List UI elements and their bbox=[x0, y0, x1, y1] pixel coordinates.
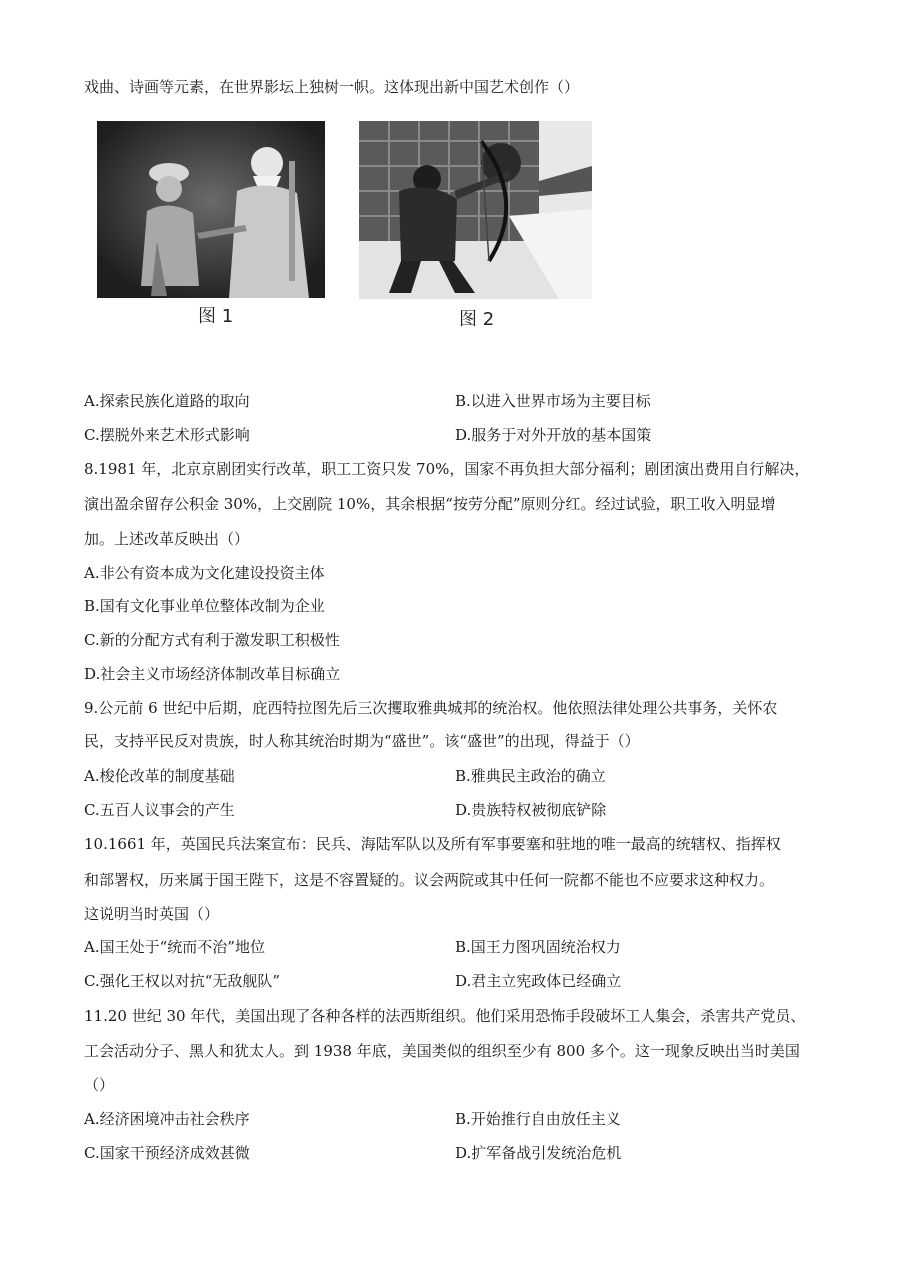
q9-option-c: C.五百人议事会的产生 bbox=[84, 801, 235, 819]
q11-stem-line-1: 11.20 世纪 30 年代，美国出现了各种各样的法西斯组织。他们采用恐怖手段破坏工人集会，杀害共产党员、 bbox=[84, 1007, 806, 1025]
q7-option-b: B.以进入世界市场为主要目标 bbox=[455, 392, 651, 410]
q11-option-a: A.经济困境冲击社会秩序 bbox=[84, 1110, 250, 1128]
q9-option-b: B.雅典民主政治的确立 bbox=[455, 767, 606, 785]
figure-2-caption: 图 2 bbox=[459, 309, 495, 330]
q7-option-d: D.服务于对外开放的基本国策 bbox=[455, 426, 652, 444]
q11-option-d: D.扩军备战引发统治危机 bbox=[455, 1144, 622, 1162]
animation-archer-illustration bbox=[359, 121, 592, 299]
q8-option-a: A.非公有资本成为文化建设投资主体 bbox=[84, 564, 325, 582]
q10-stem-line-3: 这说明当时英国（） bbox=[84, 905, 220, 923]
q8-option-c: C.新的分配方式有利于激发职工积极性 bbox=[84, 631, 340, 649]
q10-option-d: D.君主立宪政体已经确立 bbox=[455, 972, 622, 990]
q10-stem-line-1: 10.1661 年，英国民兵法案宣布：民兵、海陆军队以及所有军事要塞和驻地的唯一最高的统辖权、指挥权 bbox=[84, 835, 781, 853]
q8-stem-line-1: 8.1981 年，北京京剧团实行改革，职工工资只发 70%，国家不再负担大部分福利；剧团演出费用自行解决， bbox=[84, 460, 810, 478]
figure-1-image bbox=[97, 121, 325, 298]
q7-option-a: A.探索民族化道路的取向 bbox=[84, 392, 250, 410]
figure-2-image bbox=[359, 121, 592, 299]
q8-stem-line-3: 加。上述改革反映出（） bbox=[84, 530, 250, 548]
q11-stem-line-2: 工会活动分子、黑人和犹太人。到 1938 年底，美国类似的组织至少有 800 多个。这一现象反映出当时美国 bbox=[84, 1042, 800, 1060]
q11-stem-line-3: （） bbox=[84, 1076, 115, 1094]
q10-option-b: B.国王力图巩固统治权力 bbox=[455, 938, 621, 956]
q9-stem-line-2: 民，支持平民反对贵族，时人称其统治时期为“盛世”。该“盛世”的出现，得益于（） bbox=[84, 732, 640, 750]
q10-option-c: C.强化王权以对抗“无敌舰队” bbox=[84, 972, 281, 990]
q8-stem-line-2: 演出盈余留存公积金 30%，上交剧院 10%，其余根据“按劳分配”原则分红。经过试验，职工收入明显增 bbox=[84, 495, 776, 513]
q9-option-a: A.梭伦改革的制度基础 bbox=[84, 767, 235, 785]
q11-option-c: C.国家干预经济成效甚微 bbox=[84, 1144, 250, 1162]
q9-stem-line-1: 9.公元前 6 世纪中后期，庇西特拉图先后三次攫取雅典城邦的统治权。他依照法律处理公共事务，关怀农 bbox=[84, 699, 778, 717]
q7-option-c: C.摆脱外来艺术形式影响 bbox=[84, 426, 250, 444]
q8-option-b: B.国有文化事业单位整体改制为企业 bbox=[84, 597, 325, 615]
q10-option-a: A.国王处于“统而不治”地位 bbox=[84, 938, 265, 956]
q10-stem-line-2: 和部署权，历来属于国王陛下，这是不容置疑的。议会两院或其中任何一院都不能也不应要求这种权力。 bbox=[84, 871, 775, 889]
question-7-stem-end: 戏曲、诗画等元素，在世界影坛上独树一帜。这体现出新中国艺术创作（） bbox=[84, 78, 580, 96]
opera-film-still-illustration bbox=[97, 121, 325, 298]
q9-option-d: D.贵族特权被彻底铲除 bbox=[455, 801, 607, 819]
figure-1-caption: 图 1 bbox=[198, 306, 234, 327]
q8-option-d: D.社会主义市场经济体制改革目标确立 bbox=[84, 665, 341, 683]
q11-option-b: B.开始推行自由放任主义 bbox=[455, 1110, 621, 1128]
